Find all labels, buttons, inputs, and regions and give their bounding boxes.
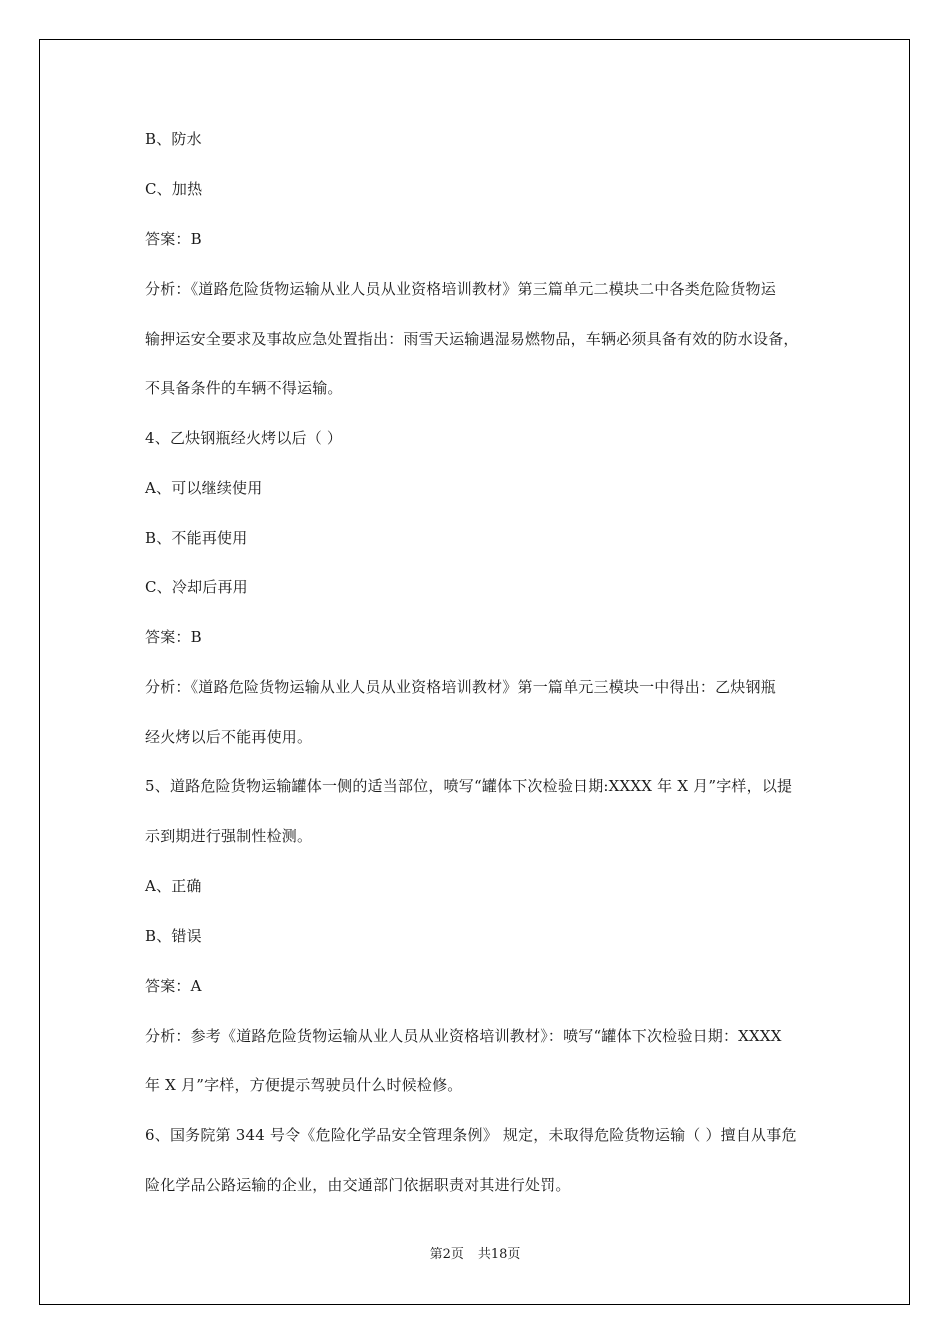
page-total: 共18页 — [477, 1247, 521, 1262]
page-number: 第2页 — [429, 1247, 464, 1262]
analysis-line: 输押运安全要求及事故应急处置指出：雨雪天运输遇湿易燃物品，车辆必须具备有效的防水设备， — [145, 330, 799, 348]
answer-line: 答案：B — [145, 628, 202, 646]
option-a-line: A、可以继续使用 — [145, 479, 263, 497]
page-footer — [0, 1246, 950, 1264]
option-b-line: B、防水 — [145, 130, 202, 148]
analysis-line: 不具备条件的车辆不得运输。 — [145, 379, 343, 397]
analysis-line: 分析：参考《道路危险货物运输从业人员从业资格培训教材》：喷写“罐体下次检验日期：XXXX — [145, 1027, 782, 1045]
option-b-line: B、错误 — [145, 927, 202, 945]
analysis-line: 经火烤以后不能再使用。 — [145, 728, 313, 746]
question-4-line: 4、乙炔钢瓶经火烤以后（ ） — [145, 429, 343, 447]
answer-line: 答案：B — [145, 230, 202, 248]
question-5-line: 示到期进行强制性检测。 — [145, 827, 313, 845]
option-c-line: C、冷却后再用 — [145, 578, 248, 596]
analysis-line: 分析：《道路危险货物运输从业人员从业资格培训教材》第一篇单元三模块一中得出：乙炔钢瓶 — [145, 678, 776, 696]
answer-line: 答案：A — [145, 977, 202, 995]
analysis-line: 年 X 月”字样，方便提示驾驶员什么时候检修。 — [145, 1076, 463, 1094]
option-c-line: C、加热 — [145, 180, 203, 198]
question-6-line: 险化学品公路运输的企业，由交通部门依据职责对其进行处罚。 — [145, 1176, 571, 1194]
option-b-line: B、不能再使用 — [145, 529, 248, 547]
question-6-line: 6、国务院第 344 号令《危险化学品安全管理条例》 规定，未取得危险货物运输（ ）擅自从事危 — [145, 1126, 797, 1144]
option-a-line: A、正确 — [145, 877, 202, 895]
analysis-line: 分析：《道路危险货物运输从业人员从业资格培训教材》第三篇单元二模块二中各类危险货物运 — [145, 280, 776, 298]
question-5-line: 5、道路危险货物运输罐体一侧的适当部位，喷写“罐体下次检验日期:XXXX 年 X 月”字样，以提 — [145, 777, 793, 795]
